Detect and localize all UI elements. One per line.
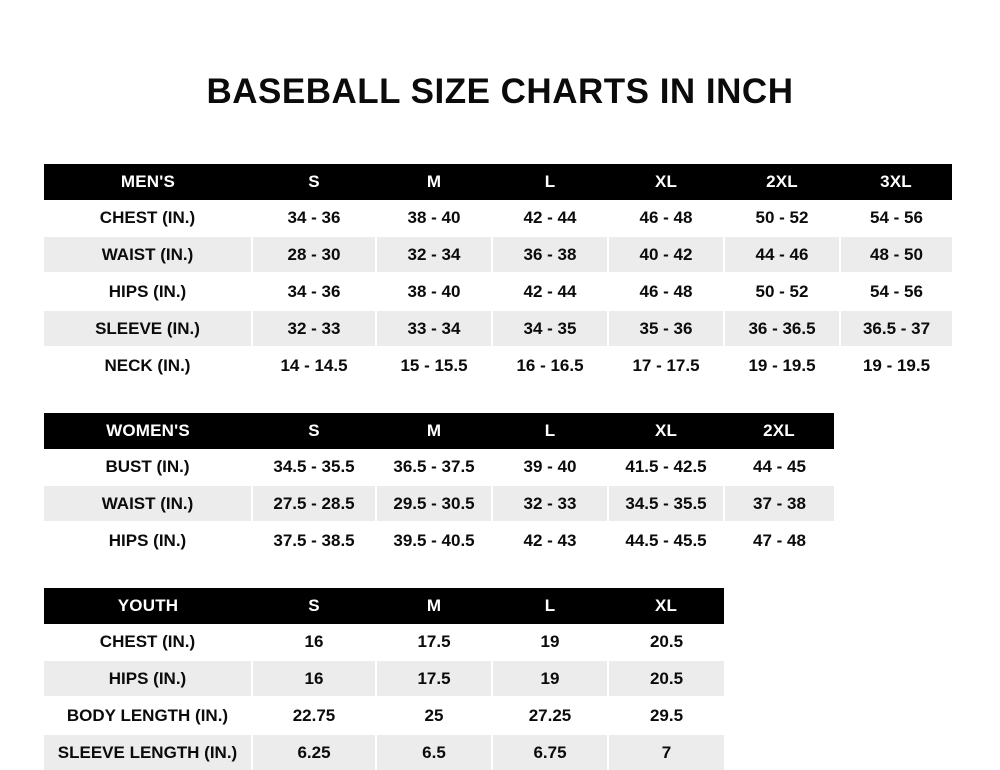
table-header-row: [44, 164, 952, 200]
row-label: SLEEVE LENGTH (IN.): [44, 734, 252, 770]
cell-value: 6.25: [252, 734, 376, 770]
cell-value: 46 - 48: [608, 273, 724, 310]
cell-value: 54 - 56: [840, 273, 952, 310]
table-row: [44, 449, 834, 485]
row-label: WAIST (IN.): [44, 236, 252, 273]
row-label: NECK (IN.): [44, 347, 252, 383]
mens-header-s: S: [252, 164, 376, 200]
cell-value: 32 - 33: [492, 485, 608, 522]
cell-value: 40 - 42: [608, 236, 724, 273]
cell-value: 36.5 - 37: [840, 310, 952, 347]
cell-value: 20.5: [608, 660, 724, 697]
table-row: [44, 200, 952, 236]
table-row: [44, 697, 724, 734]
table-row: [44, 660, 724, 697]
page-title: BASEBALL SIZE CHARTS IN INCH: [206, 72, 794, 111]
cell-value: 54 - 56: [840, 200, 952, 236]
cell-value: 48 - 50: [840, 236, 952, 273]
table-row: [44, 273, 952, 310]
cell-value: 41.5 - 42.5: [608, 449, 724, 485]
youth-header-category: YOUTH: [44, 588, 252, 624]
youth-table-header: [44, 588, 724, 624]
cell-value: 38 - 40: [376, 200, 492, 236]
cell-value: 32 - 33: [252, 310, 376, 347]
youth-header-m: M: [376, 588, 492, 624]
row-label: BODY LENGTH (IN.): [44, 697, 252, 734]
table-spacer: [44, 558, 956, 588]
cell-value: 50 - 52: [724, 200, 840, 236]
cell-value: 37.5 - 38.5: [252, 522, 376, 558]
cell-value: 37 - 38: [724, 485, 834, 522]
row-label: BUST (IN.): [44, 449, 252, 485]
youth-header-xl: XL: [608, 588, 724, 624]
womens-header-2xl: 2XL: [724, 413, 834, 449]
cell-value: 16: [252, 660, 376, 697]
table-header-row: [44, 588, 724, 624]
cell-value: 32 - 34: [376, 236, 492, 273]
row-label: HIPS (IN.): [44, 522, 252, 558]
mens-size-table: [44, 164, 952, 383]
table-header-row: [44, 413, 834, 449]
table-row: [44, 485, 834, 522]
mens-header-2xl: 2XL: [724, 164, 840, 200]
cell-value: 34 - 36: [252, 273, 376, 310]
cell-value: 29.5 - 30.5: [376, 485, 492, 522]
cell-value: 17.5: [376, 624, 492, 660]
womens-table-body: [44, 449, 834, 558]
cell-value: 19: [492, 624, 608, 660]
table-row: [44, 734, 724, 770]
womens-size-table: [44, 413, 834, 558]
cell-value: 44 - 45: [724, 449, 834, 485]
row-label: HIPS (IN.): [44, 273, 252, 310]
table-row: [44, 310, 952, 347]
cell-value: 17.5: [376, 660, 492, 697]
cell-value: 6.75: [492, 734, 608, 770]
cell-value: 28 - 30: [252, 236, 376, 273]
row-label: SLEEVE (IN.): [44, 310, 252, 347]
cell-value: 16: [252, 624, 376, 660]
cell-value: 42 - 43: [492, 522, 608, 558]
womens-header-category: WOMEN'S: [44, 413, 252, 449]
cell-value: 47 - 48: [724, 522, 834, 558]
cell-value: 44.5 - 45.5: [608, 522, 724, 558]
youth-size-table: [44, 588, 724, 770]
cell-value: 34.5 - 35.5: [252, 449, 376, 485]
womens-header-m: M: [376, 413, 492, 449]
youth-header-s: S: [252, 588, 376, 624]
table-row: [44, 347, 952, 383]
cell-value: 34 - 36: [252, 200, 376, 236]
cell-value: 33 - 34: [376, 310, 492, 347]
mens-table-header: [44, 164, 952, 200]
cell-value: 46 - 48: [608, 200, 724, 236]
table-row: [44, 624, 724, 660]
tables-container: [0, 164, 1000, 770]
cell-value: 35 - 36: [608, 310, 724, 347]
cell-value: 29.5: [608, 697, 724, 734]
mens-header-3xl: 3XL: [840, 164, 952, 200]
cell-value: 50 - 52: [724, 273, 840, 310]
cell-value: 44 - 46: [724, 236, 840, 273]
cell-value: 19 - 19.5: [840, 347, 952, 383]
cell-value: 16 - 16.5: [492, 347, 608, 383]
cell-value: 14 - 14.5: [252, 347, 376, 383]
cell-value: 36 - 36.5: [724, 310, 840, 347]
womens-header-xl: XL: [608, 413, 724, 449]
womens-header-l: L: [492, 413, 608, 449]
cell-value: 27.5 - 28.5: [252, 485, 376, 522]
table-row: [44, 236, 952, 273]
cell-value: 7: [608, 734, 724, 770]
cell-value: 39 - 40: [492, 449, 608, 485]
table-row: [44, 522, 834, 558]
cell-value: 25: [376, 697, 492, 734]
cell-value: 42 - 44: [492, 273, 608, 310]
cell-value: 34 - 35: [492, 310, 608, 347]
womens-header-s: S: [252, 413, 376, 449]
mens-header-xl: XL: [608, 164, 724, 200]
mens-header-category: MEN'S: [44, 164, 252, 200]
cell-value: 36.5 - 37.5: [376, 449, 492, 485]
row-label: HIPS (IN.): [44, 660, 252, 697]
youth-header-l: L: [492, 588, 608, 624]
cell-value: 22.75: [252, 697, 376, 734]
cell-value: 36 - 38: [492, 236, 608, 273]
womens-table-header: [44, 413, 834, 449]
row-label: WAIST (IN.): [44, 485, 252, 522]
cell-value: 17 - 17.5: [608, 347, 724, 383]
mens-header-m: M: [376, 164, 492, 200]
row-label: CHEST (IN.): [44, 624, 252, 660]
youth-table-body: [44, 624, 724, 770]
cell-value: 42 - 44: [492, 200, 608, 236]
cell-value: 20.5: [608, 624, 724, 660]
table-spacer: [44, 383, 956, 413]
cell-value: 15 - 15.5: [376, 347, 492, 383]
cell-value: 39.5 - 40.5: [376, 522, 492, 558]
mens-table-body: [44, 200, 952, 383]
row-label: CHEST (IN.): [44, 200, 252, 236]
mens-header-l: L: [492, 164, 608, 200]
cell-value: 38 - 40: [376, 273, 492, 310]
cell-value: 27.25: [492, 697, 608, 734]
cell-value: 34.5 - 35.5: [608, 485, 724, 522]
cell-value: 19: [492, 660, 608, 697]
cell-value: 19 - 19.5: [724, 347, 840, 383]
cell-value: 6.5: [376, 734, 492, 770]
